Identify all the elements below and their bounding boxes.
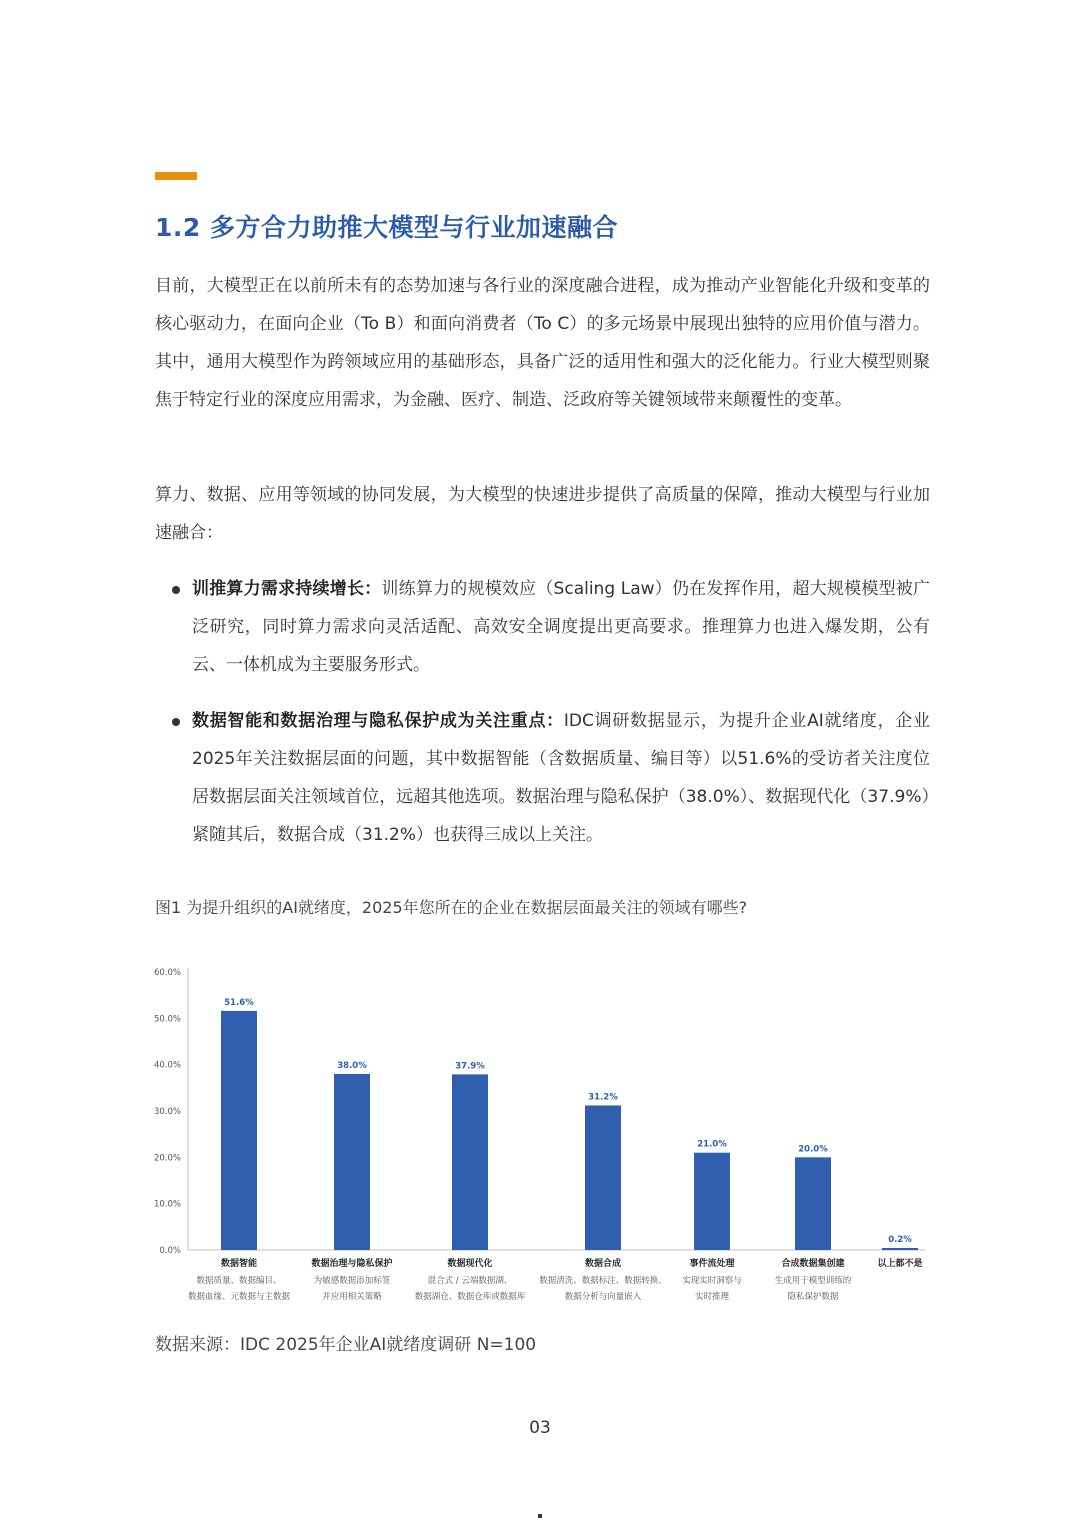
category-description: 数据质量、数据编目、 [196, 1276, 282, 1286]
bullet-body: 训练算力的规模效应（Scaling Law）仍在发挥作用，超大规模模型被广泛研究，同时算力需求向灵活适配、高效安全调度提出更高要求。推理算力也进入爆发期，公有云、一体机成为主要服务形式。 [192, 579, 931, 675]
bullet-body: IDC调研数据显示，为提升企业AI就绪度，企业2025年关注数据层面的问题，其中数据智能（含数据质量、编目等）以51.6%的受访者关注度位居数据层面关注领域首位，远超其他选项。数据治理与隐私保护（38.0%）、数据现代化（37.9%）紧随其后，数据合成（31.2%）也获得三成以上关注。 [192, 711, 931, 845]
figure-caption: 图1 为提升组织的AI就绪度，2025年您所在的企业在数据层面最关注的领域有哪些? [155, 898, 748, 917]
y-tick-label: 50.0% [153, 1014, 181, 1025]
bullet-dot [172, 586, 180, 594]
y-tick-label: 60.0% [153, 968, 181, 978]
bar [221, 1011, 257, 1250]
bar [795, 1157, 831, 1250]
category-description: 生成用于模型训练的 [774, 1276, 852, 1286]
data-label: 37.9% [455, 1061, 485, 1072]
category-description: 数据分析与向量嵌入 [564, 1292, 642, 1302]
data-label: 21.0% [697, 1139, 727, 1150]
bar [585, 1105, 621, 1250]
data-label: 20.0% [798, 1144, 828, 1155]
y-tick-label: 10.0% [153, 1199, 181, 1210]
page-end-dot [538, 1514, 542, 1518]
y-tick-label: 30.0% [153, 1107, 181, 1117]
y-tick-label: 40.0% [153, 1060, 181, 1071]
section-accent-bar [155, 172, 197, 180]
bullet-dot [172, 718, 180, 726]
category-label: 数据合成 [584, 1259, 622, 1269]
bullet-heading: 数据智能和数据治理与隐私保护成为关注重点： [192, 711, 564, 731]
bar-chart [150, 960, 930, 1310]
page-number: 03 [529, 1418, 551, 1438]
category-label: 数据治理与隐私保护 [311, 1259, 393, 1269]
intro-paragraph: 目前，大模型正在以前所未有的态势加速与各行业的深度融合进程，成为推动产业智能化升级和变革的核心驱动力，在面向企业（To B）和面向消费者（To C）的多元场景中展现出独特的应用价值与潜力。其中，通用大模型作为跨领域应用的基础形态，具备广泛的适用性和强大的泛化能力。行业大模型则聚焦于特定行业的深度应用需求，为金融、医疗、制造、泛政府等关键领域带来颠覆性的变革。 [155, 276, 930, 410]
data-label: 31.2% [588, 1092, 618, 1103]
bar [882, 1248, 918, 1250]
category-label: 合成数据集创建 [781, 1259, 845, 1269]
category-description: 并应用相关策略 [322, 1292, 382, 1302]
category-label: 事件流处理 [689, 1259, 735, 1269]
section-title: 1.2 多方合力助推大模型与行业加速融合 [155, 213, 618, 242]
data-label: 51.6% [224, 997, 254, 1008]
bar [452, 1074, 488, 1250]
category-description: 隐私保护数据 [787, 1292, 839, 1302]
data-label: 38.0% [337, 1060, 367, 1071]
y-tick-label: 0.0% [159, 1246, 181, 1256]
category-description: 数据湖仓、数据仓库或数据库 [414, 1292, 526, 1302]
category-description: 实时推理 [694, 1292, 730, 1302]
category-label: 以上都不是 [877, 1259, 923, 1269]
category-label: 数据智能 [220, 1259, 258, 1269]
bullet-heading: 训推算力需求持续增长： [192, 579, 382, 599]
category-description: 为敏感数据添加标签 [313, 1276, 391, 1286]
category-description: 数据血缘、元数据与主数据 [187, 1292, 291, 1302]
category-description: 混合式 / 云端数据湖、 [427, 1276, 513, 1286]
bullet-data [192, 702, 930, 854]
data-label: 0.2% [888, 1235, 912, 1245]
data-source: 数据来源：IDC 2025年企业AI就绪度调研 N=100 [155, 1335, 537, 1355]
category-label: 数据现代化 [447, 1259, 493, 1269]
lead-paragraph: 算力、数据、应用等领域的协同发展，为大模型的快速进步提供了高质量的保障，推动大模型与行业加速融合： [155, 485, 930, 543]
bar [334, 1074, 370, 1250]
y-tick-label: 20.0% [153, 1153, 181, 1164]
category-description: 实现实时洞察与 [682, 1276, 742, 1286]
bar [694, 1153, 730, 1250]
category-description: 数据清洗、数据标注、数据转换、 [539, 1276, 667, 1286]
bullet-compute [192, 570, 930, 684]
